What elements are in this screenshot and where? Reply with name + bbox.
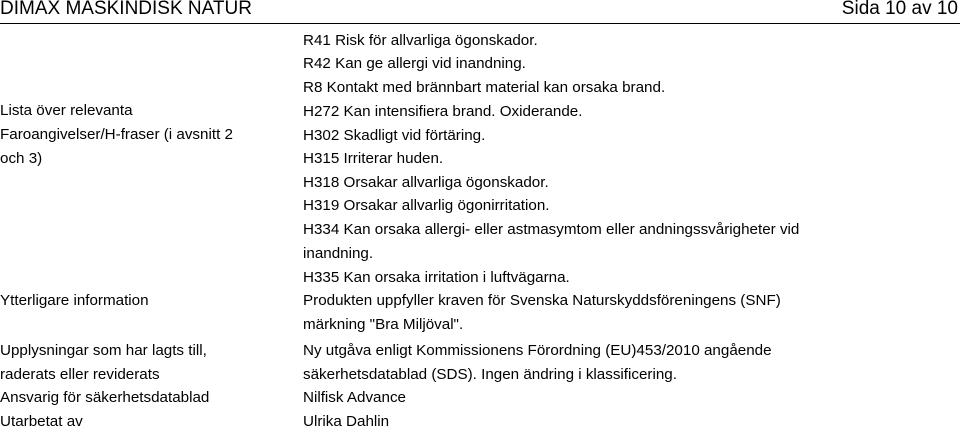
responsible-label: Ansvarig för säkerhetsdatablad bbox=[0, 389, 210, 406]
header-divider bbox=[0, 23, 960, 24]
revisions-label-line: raderats eller reviderats bbox=[0, 366, 160, 383]
prepared-by-label: Utarbetat av bbox=[0, 413, 83, 430]
hazard-statement: H318 Orsakar allvarliga ögonskador. bbox=[303, 174, 549, 191]
page-number: Sida 10 av 10 bbox=[841, 0, 958, 19]
additional-information-text: märkning "Bra Miljöval". bbox=[303, 316, 464, 333]
hazard-statement: H272 Kan intensifiera brand. Oxiderande. bbox=[303, 103, 583, 120]
page-header bbox=[0, 0, 960, 22]
document-title: DIMAX MASKINDISK NATUR bbox=[0, 0, 252, 19]
hazard-statement: H315 Irriterar huden. bbox=[303, 150, 444, 167]
additional-information-text: Produkten uppfyller kraven för Svenska Naturskyddsföreningens (SNF) bbox=[303, 292, 781, 309]
hazard-list-label-line: och 3) bbox=[0, 150, 43, 167]
hazard-statement: inandning. bbox=[303, 245, 374, 262]
hazard-statement: R8 Kontakt med brännbart material kan orsaka brand. bbox=[303, 79, 666, 96]
additional-information-label: Ytterligare information bbox=[0, 292, 149, 309]
hazard-statement: R42 Kan ge allergi vid inandning. bbox=[303, 55, 526, 72]
prepared-by-value: Ulrika Dahlin bbox=[303, 413, 390, 430]
hazard-statement: H335 Kan orsaka irritation i luftvägarna. bbox=[303, 269, 570, 286]
hazard-statement: H302 Skadligt vid förtäring. bbox=[303, 127, 486, 144]
revisions-label-line: Upplysningar som har lagts till, bbox=[0, 342, 207, 359]
hazard-list-label-line: Lista över relevanta bbox=[0, 102, 133, 119]
revisions-text: Ny utgåva enligt Kommissionens Förordning (EU)453/2010 angående bbox=[303, 342, 772, 359]
hazard-statement: H334 Kan orsaka allergi- eller astmasymtom eller andningssvårigheter vid bbox=[303, 221, 800, 238]
responsible-value: Nilfisk Advance bbox=[303, 389, 406, 406]
revisions-text: säkerhetsdatablad (SDS). Ingen ändring i klassificering. bbox=[303, 366, 677, 383]
hazard-list-label-line: Faroangivelser/H-fraser (i avsnitt 2 bbox=[0, 126, 233, 143]
hazard-statement: H319 Orsakar allvarlig ögonirritation. bbox=[303, 197, 550, 214]
hazard-statement: R41 Risk för allvarliga ögonskador. bbox=[303, 32, 538, 49]
